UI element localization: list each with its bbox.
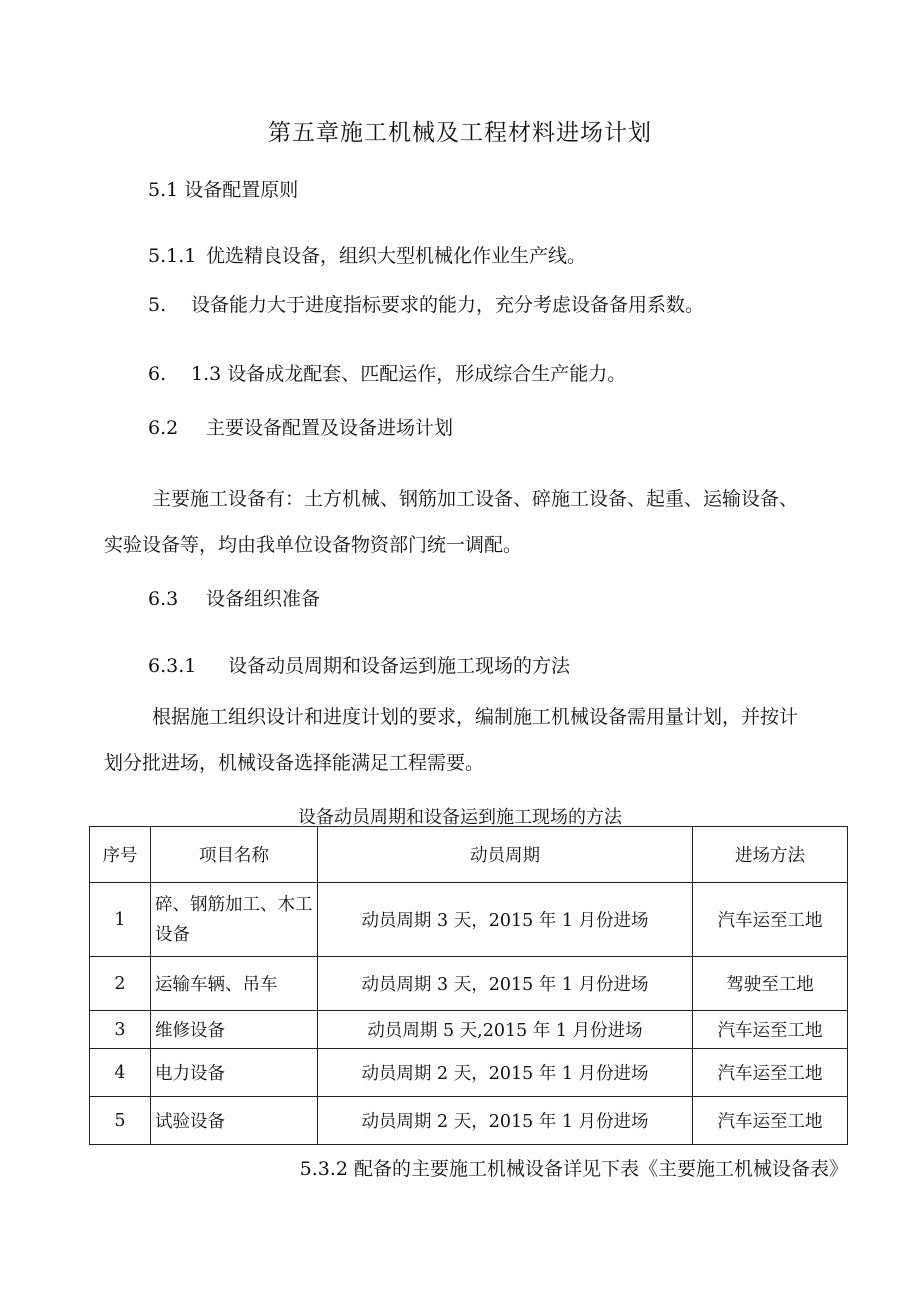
paragraph-plan-line-1: 根据施工组织设计和进度计划的要求，编制施工机械设备需用量计划，并按计	[152, 706, 799, 728]
header-item-name: 项目名称	[151, 827, 318, 883]
section-number: 5.1.1	[148, 245, 197, 267]
cell-method: 汽车运至工地	[693, 1097, 848, 1145]
table-row	[90, 957, 848, 1011]
section-text: 优选精良设备，组织大型机械化作业生产线。	[206, 245, 587, 267]
section-text: 设备组织准备	[206, 588, 321, 610]
table-header-row	[90, 827, 848, 883]
header-index: 序号	[90, 827, 151, 883]
section-text: 设备能力大于进度指标要求的能力，充分考虑设备备用系数。	[191, 294, 705, 316]
cell-item-name: 碎、钢筋加工、木工设备	[151, 883, 318, 957]
section-5-item	[148, 290, 704, 317]
cell-method: 驾驶至工地	[693, 957, 848, 1011]
section-5-3-2-line: 5.3.2 配备的主要施工机械设备详见下表《主要施工机械设备表》	[299, 1158, 848, 1180]
section-6-2-heading	[148, 413, 453, 440]
cell-period: 动员周期 2 天，2015 年 1 月份进场	[318, 1097, 693, 1145]
cell-index: 5	[90, 1097, 151, 1145]
cell-item-name: 试验设备	[151, 1097, 318, 1145]
section-number: 6.2	[148, 417, 179, 439]
cell-period: 动员周期 3 天，2015 年 1 月份进场	[318, 883, 693, 957]
paragraph-plan-line-2: 划分批进场，机械设备选择能满足工程需要。	[104, 752, 485, 774]
paragraph-equipment-line-1: 主要施工设备有：土方机械、钢筋加工设备、碎施工设备、起重、运输设备、	[152, 488, 799, 510]
cell-index: 4	[90, 1049, 151, 1097]
table-row	[90, 883, 848, 957]
section-text: 1.3 设备成龙配套、匹配运作，形成综合生产能力。	[191, 363, 627, 385]
section-text: 设备动员周期和设备运到施工现场的方法	[228, 655, 571, 677]
cell-item-name: 电力设备	[151, 1049, 318, 1097]
cell-method: 汽车运至工地	[693, 883, 848, 957]
cell-method: 汽车运至工地	[693, 1011, 848, 1049]
header-mobilization-period: 动员周期	[318, 827, 693, 883]
cell-period: 动员周期 2 天，2015 年 1 月份进场	[318, 1049, 693, 1097]
paragraph-equipment-line-2: 实验设备等，均由我单位设备物资部门统一调配。	[104, 534, 523, 556]
cell-item-name: 运输车辆、吊车	[151, 957, 318, 1011]
table-row	[90, 1011, 848, 1049]
section-6-3-heading	[148, 584, 320, 611]
mobilization-table	[89, 826, 848, 1145]
cell-period: 动员周期 5 天,2015 年 1 月份进场	[318, 1011, 693, 1049]
header-entry-method: 进场方法	[693, 827, 848, 883]
table-caption: 设备动员周期和设备运到施工现场的方法	[298, 807, 622, 828]
cell-period: 动员周期 3 天，2015 年 1 月份进场	[318, 957, 693, 1011]
section-number: 5.	[148, 294, 167, 316]
section-number: 6.3.1	[148, 655, 197, 677]
section-text: 主要设备配置及设备进场计划	[206, 417, 454, 439]
cell-index: 1	[90, 883, 151, 957]
section-5-1-1	[148, 241, 586, 268]
table-row	[90, 1049, 848, 1097]
cell-item-name: 维修设备	[151, 1011, 318, 1049]
section-6-3-1-heading	[148, 651, 570, 678]
section-5-1-heading: 5.1 设备配置原则	[148, 179, 299, 201]
cell-method: 汽车运至工地	[693, 1049, 848, 1097]
page-title: 第五章施工机械及工程材料进场计划	[268, 120, 652, 146]
table-row	[90, 1097, 848, 1145]
cell-index: 2	[90, 957, 151, 1011]
section-number: 6.3	[148, 588, 179, 610]
section-number: 6.	[148, 363, 167, 385]
cell-index: 3	[90, 1011, 151, 1049]
section-6-item	[148, 359, 626, 386]
